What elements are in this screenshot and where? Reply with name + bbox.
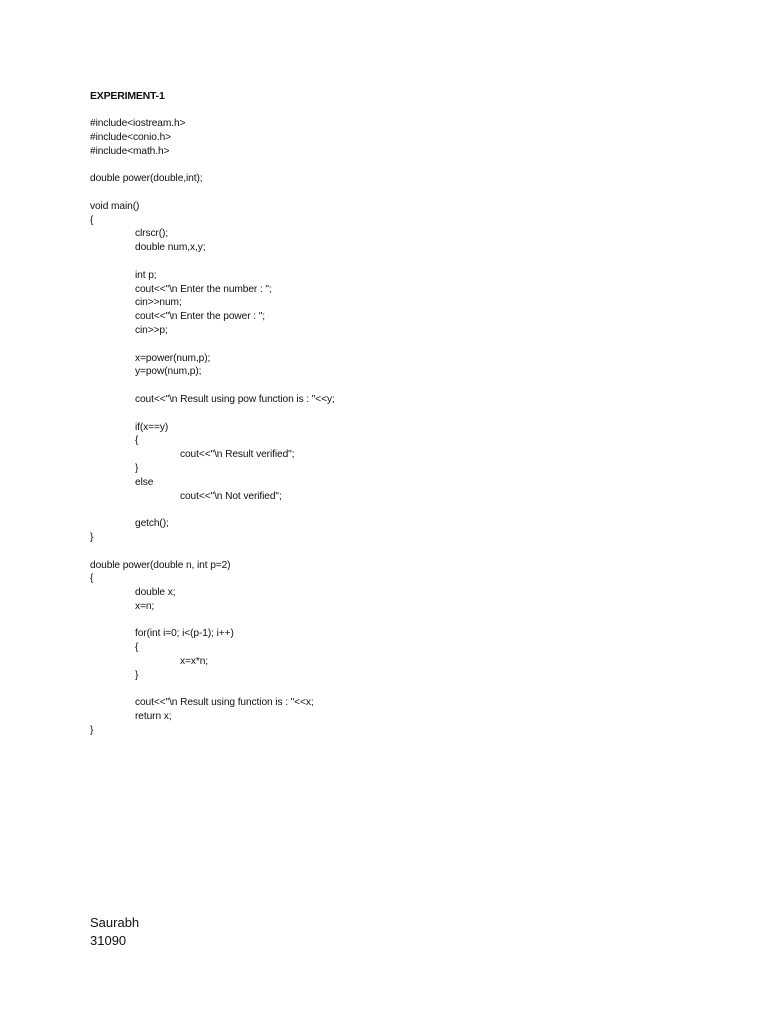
- code-line: {: [135, 642, 139, 654]
- code-line: for(int i=0; i<(p-1); i++): [135, 628, 234, 640]
- blank-line: [90, 407, 690, 421]
- code-line: }: [90, 725, 94, 737]
- code-line: if(x==y): [135, 421, 169, 433]
- document-title: EXPERIMENT-1: [90, 90, 165, 102]
- blank-line: [90, 503, 690, 517]
- code-line: x=n;: [135, 600, 155, 612]
- blank-line: [90, 338, 690, 352]
- code-line: double power(double n, int p=2): [90, 559, 231, 571]
- author-id: 31090: [90, 933, 127, 948]
- author-footer: [90, 914, 139, 950]
- code-line: }: [90, 531, 94, 543]
- code-line: cin>>num;: [135, 297, 182, 309]
- code-line: cout<<"\n Enter the power : ";: [135, 311, 265, 323]
- blank-line: [90, 186, 690, 200]
- code-line: clrscr();: [135, 228, 169, 240]
- blank-line: [90, 379, 690, 393]
- code-line: cout<<"\n Result using pow function is : "<<y;: [135, 393, 335, 405]
- code-line: int p;: [135, 269, 157, 281]
- code-line: #include<math.h>: [90, 145, 170, 157]
- code-line: {: [135, 435, 139, 447]
- blank-line: [90, 545, 690, 559]
- blank-line: [90, 158, 690, 172]
- code-line: return x;: [135, 711, 172, 723]
- code-line: }: [135, 669, 139, 681]
- code-line: cin>>p;: [135, 324, 168, 336]
- code-line: x=x*n;: [180, 656, 208, 668]
- code-line: y=pow(num,p);: [135, 366, 202, 378]
- code-line: cout<<"\n Enter the number : ";: [135, 283, 272, 295]
- code-line: cout<<"\n Result verified";: [180, 449, 295, 461]
- code-line: {: [90, 214, 94, 226]
- code-listing: [90, 117, 690, 738]
- code-line: #include<iostream.h>: [90, 118, 186, 129]
- code-line: void main(): [90, 200, 140, 212]
- blank-line: [90, 614, 690, 628]
- code-line: getch();: [135, 518, 169, 530]
- code-line: cout<<"\n Not verified";: [180, 490, 282, 502]
- author-name: Saurabh: [90, 915, 140, 930]
- code-line: x=power(num,p);: [135, 352, 211, 364]
- code-line: double x;: [135, 587, 176, 599]
- blank-line: [90, 683, 690, 697]
- code-line: {: [90, 573, 94, 585]
- code-line: }: [135, 462, 139, 474]
- code-line: double num,x,y;: [135, 242, 206, 254]
- code-line: else: [135, 476, 154, 488]
- blank-line: [90, 255, 690, 269]
- code-line: #include<conio.h>: [90, 131, 171, 143]
- code-line: cout<<"\n Result using function is : "<<x;: [135, 697, 314, 709]
- code-line: double power(double,int);: [90, 173, 203, 185]
